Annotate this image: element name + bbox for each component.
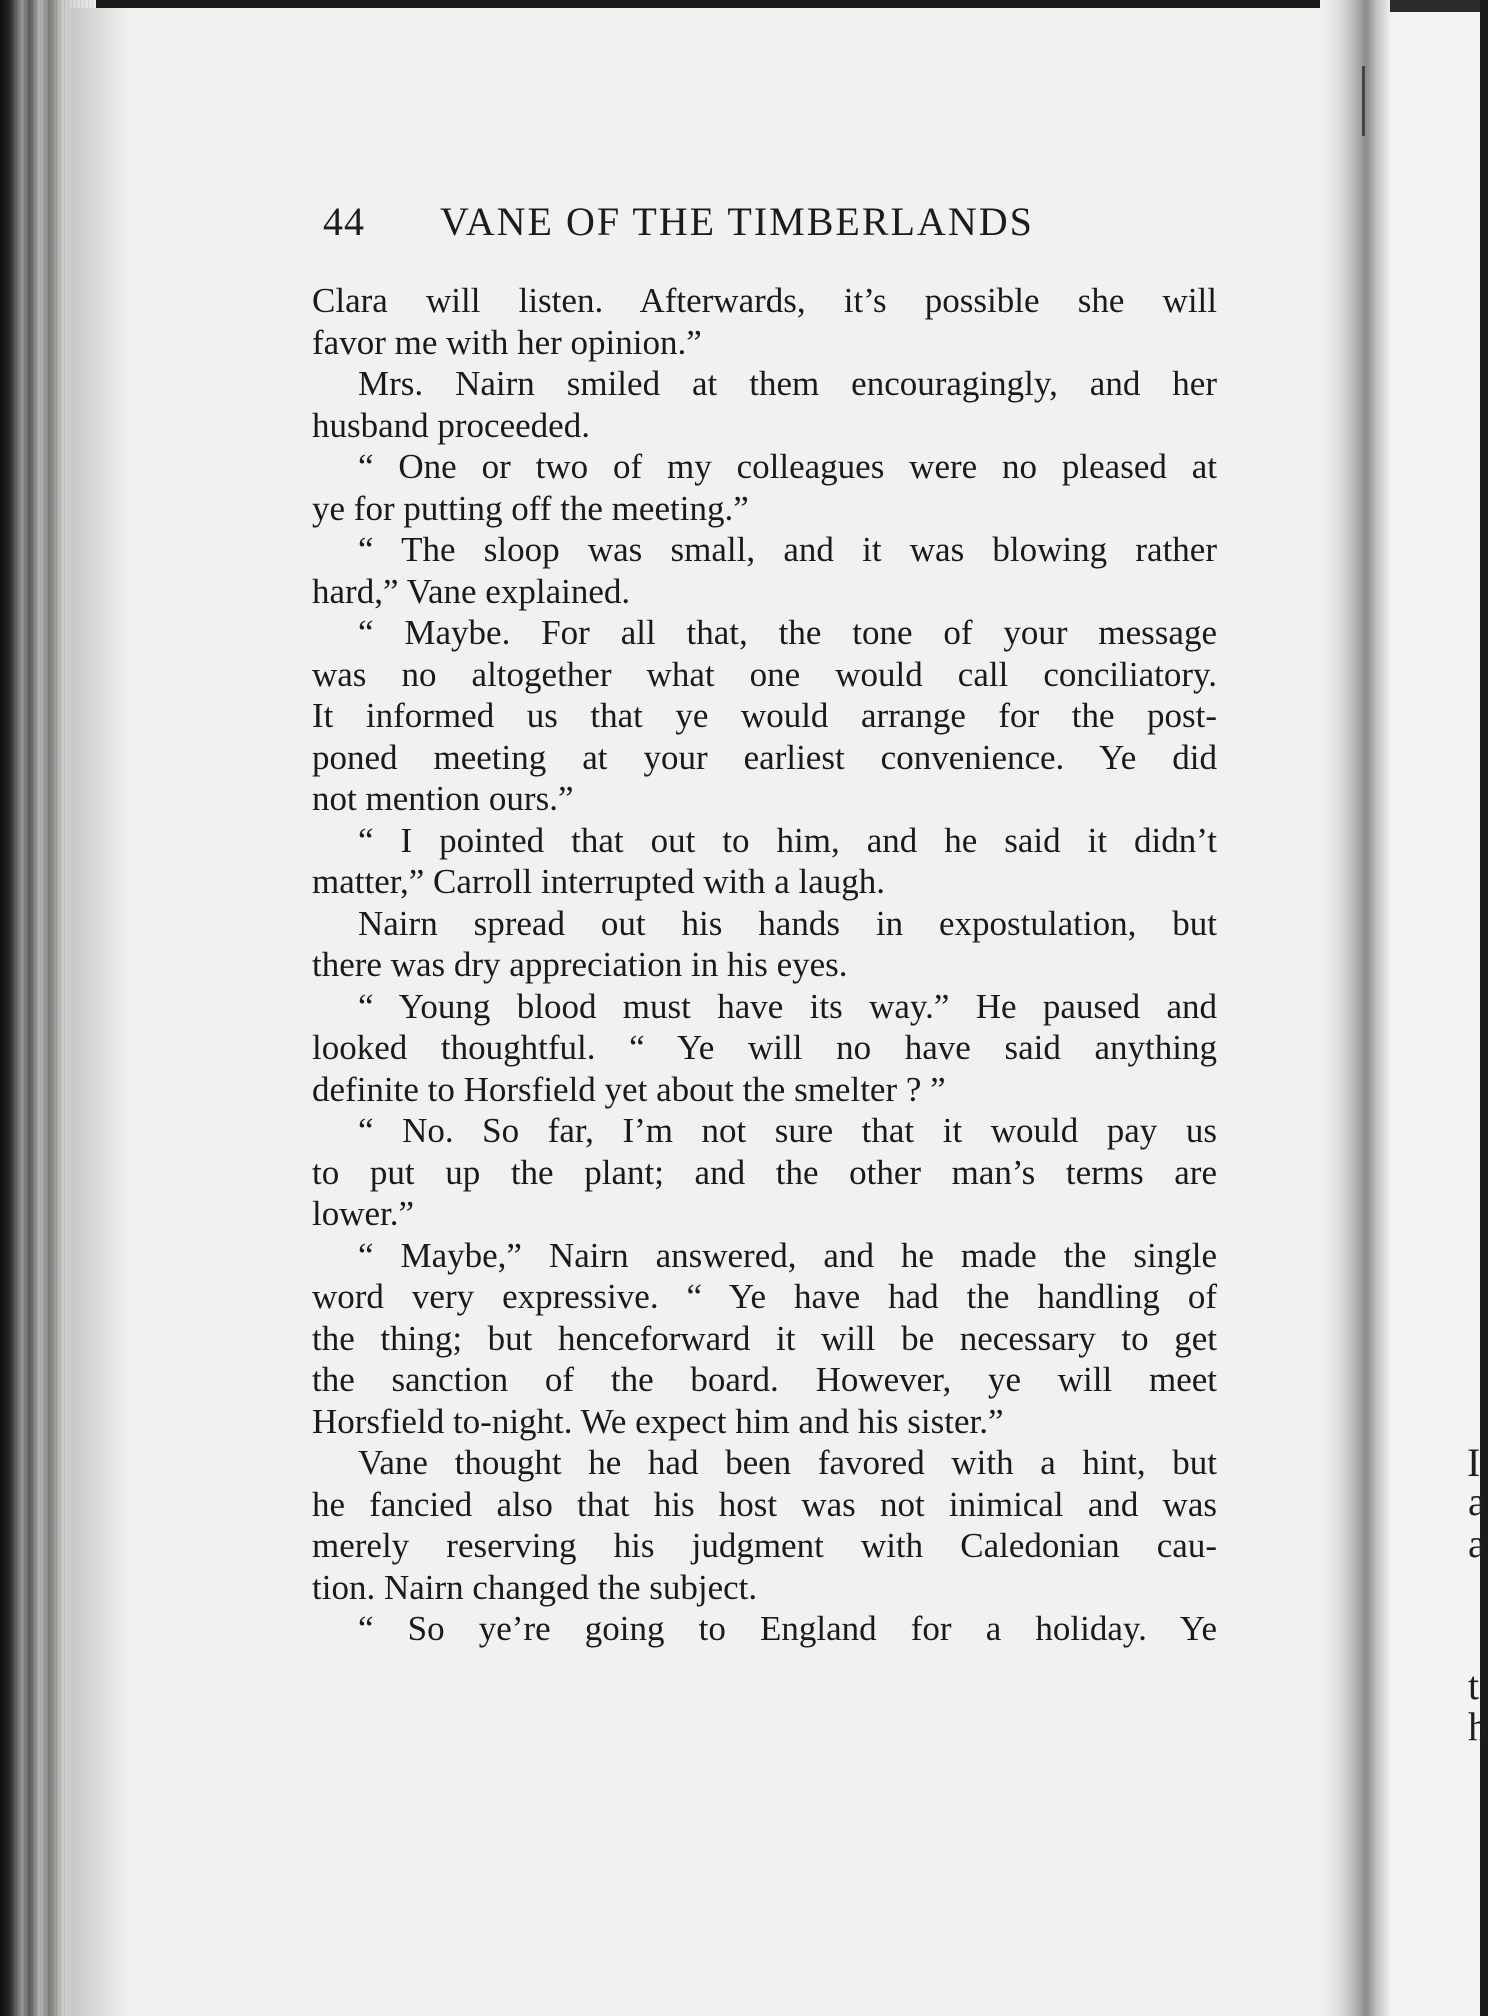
facing-page-fragment: h xyxy=(1468,1704,1488,1749)
text-line: “ One or two of my colleagues were no pleased at xyxy=(358,447,1217,486)
text-line: “ Maybe,” Nairn answered, and he made the single xyxy=(358,1235,1217,1275)
text-line: hard,” Vane explained. xyxy=(312,571,631,611)
text-line: the thing; but henceforward it will be necessary to get xyxy=(312,1318,1217,1358)
gutter-mark xyxy=(1362,66,1365,136)
text-line: the sanction of the board. However, ye will meet xyxy=(312,1360,1217,1399)
text-line: Horsfield to-night. We expect him and his sister.” xyxy=(312,1401,1004,1441)
text-line: “ No. So far, I’m not sure that it would pay us xyxy=(358,1111,1217,1150)
text-line: to put up the plant; and the other man’s terms are xyxy=(312,1152,1217,1192)
text-line: lower.” xyxy=(312,1194,415,1233)
text-line: looked thoughtful. “ Ye will no have said anything xyxy=(312,1028,1217,1067)
text-line: merely reserving his judgment with Caledonian cau- xyxy=(312,1526,1217,1565)
body-text xyxy=(312,280,1217,1650)
page-number: 44 xyxy=(323,199,365,244)
text-line: “ I pointed that out to him, and he said it didn’t xyxy=(358,820,1217,860)
text-line: he fancied also that his host was not inimical and was xyxy=(312,1484,1217,1524)
book-title: VANE OF THE TIMBERLANDS xyxy=(440,199,1034,244)
page-gutter xyxy=(1320,0,1390,2016)
facing-page-fragment: I xyxy=(1467,1440,1481,1485)
text-line: “ So ye’re going to England for a holiday. Ye xyxy=(358,1609,1217,1648)
text-line: Clara will listen. Afterwards, it’s possible she will xyxy=(312,281,1217,320)
text-line: word very expressive. “ Ye have had the handling of xyxy=(312,1277,1217,1316)
text-line: poned meeting at your earliest convenience. Ye did xyxy=(312,737,1217,777)
text-line: husband proceeded. xyxy=(312,405,590,445)
text-line: ye for putting off the meeting.” xyxy=(312,488,749,528)
text-line: It informed us that ye would arrange for the post- xyxy=(312,696,1217,735)
facing-page-fragment: a xyxy=(1468,1521,1486,1566)
text-line: Vane thought he had been favored with a hint, but xyxy=(358,1443,1217,1482)
text-line: “ Maybe. For all that, the tone of your message xyxy=(358,613,1217,652)
text-line: favor me with her opinion.” xyxy=(312,322,702,362)
text-line: Nairn spread out his hands in expostulation, but xyxy=(358,903,1217,943)
text-line: there was dry appreciation in his eyes. xyxy=(312,945,848,984)
text-line: “ The sloop was small, and it was blowing rather xyxy=(358,530,1217,569)
facing-page xyxy=(1390,0,1488,2016)
running-head xyxy=(323,198,1113,258)
text-line: definite to Horsfield yet about the smelter ? ” xyxy=(312,1069,946,1109)
text-line: not mention ours.” xyxy=(312,779,574,818)
text-line: matter,” Carroll interrupted with a laugh. xyxy=(312,862,885,901)
facing-page-fragment: t xyxy=(1468,1663,1480,1708)
text-line: tion. Nairn changed the subject. xyxy=(312,1567,758,1607)
text-line: was no altogether what one would call conciliatory. xyxy=(312,654,1217,694)
text-line: Mrs. Nairn smiled at them encouragingly, and her xyxy=(358,364,1217,403)
facing-page-fragment: a xyxy=(1468,1479,1486,1524)
text-line: “ Young blood must have its way.” He paused and xyxy=(358,986,1217,1026)
